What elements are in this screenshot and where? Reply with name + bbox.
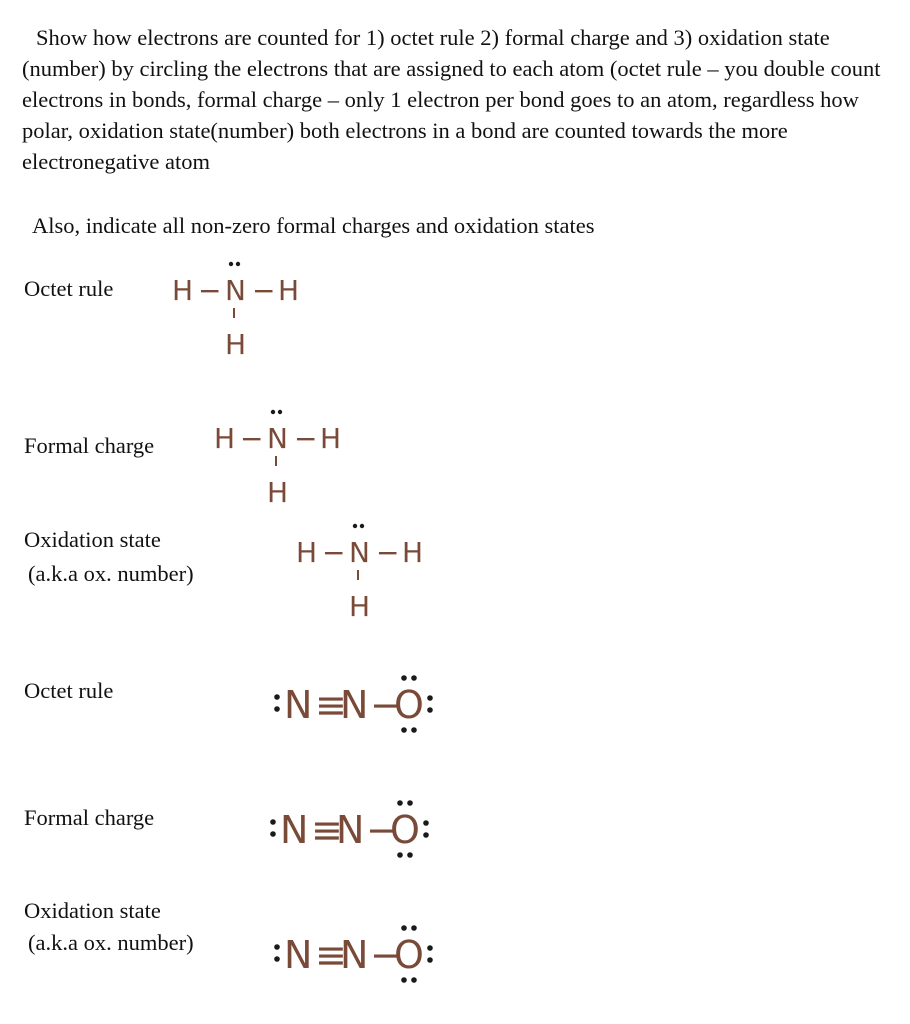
atom-h-bottom: H xyxy=(225,328,247,361)
atom-n-terminal: N xyxy=(284,933,313,977)
atom-h-left: H xyxy=(172,274,194,307)
section-1-label: Octet rule xyxy=(24,276,114,301)
atom-h-bottom: H xyxy=(349,590,371,623)
ammonia-structure-oxidation xyxy=(296,522,436,622)
lone-pair-electron xyxy=(229,262,233,266)
atom-n-terminal: N xyxy=(280,808,309,852)
lone-pair-electron xyxy=(397,800,403,806)
n2o-structure-oxidation xyxy=(270,920,490,990)
ammonia-structure-formal xyxy=(214,408,354,508)
atom-n-central: N xyxy=(340,933,369,977)
lone-pair-electron xyxy=(411,727,417,733)
n2o-structure-formal xyxy=(266,795,486,865)
atom-h-right: H xyxy=(320,422,342,455)
bond-right: − xyxy=(294,422,318,455)
triple-bond: ≡ xyxy=(311,808,343,852)
lone-pair-electron xyxy=(274,694,280,700)
lone-pair-electron xyxy=(411,925,417,931)
atom-n-central: N xyxy=(336,808,365,852)
single-bond: − xyxy=(370,933,402,977)
single-bond: − xyxy=(366,808,398,852)
bond-right: − xyxy=(252,274,276,307)
lone-pair-electron xyxy=(278,410,282,414)
lone-pair-electron xyxy=(397,852,403,858)
atom-n: N xyxy=(267,422,288,455)
lone-pair-electron xyxy=(401,925,407,931)
atom-o: O xyxy=(390,808,420,852)
lone-pair-electron xyxy=(360,524,364,528)
lone-pair-electron xyxy=(271,410,275,414)
lone-pair-electron xyxy=(401,727,407,733)
lone-pair-electron xyxy=(423,820,429,826)
lone-pair-electron xyxy=(411,675,417,681)
lone-pair-electron xyxy=(236,262,240,266)
atom-n: N xyxy=(349,536,370,569)
instructions-text: Show how electrons are counted for 1) octet rule 2) formal charge and 3) oxidation state (number) by circling the electrons that are assigned to each atom (octet rule – you double count electrons in bonds, formal charge – only 1 electron per bond goes to an atom, regardless how polar, oxidation state(number) both electrons in a bond are counted towards the more electronegative atom xyxy=(22,25,881,174)
triple-bond: ≡ xyxy=(315,933,347,977)
atom-o: O xyxy=(394,683,424,727)
lone-pair-electron xyxy=(427,695,433,701)
lone-pair-electron xyxy=(411,977,417,983)
single-bond: − xyxy=(370,683,402,727)
lone-pair-electron xyxy=(270,819,276,825)
lone-pair-electron xyxy=(274,956,280,962)
lone-pair-electron xyxy=(353,524,357,528)
section-6-label: Oxidation state xyxy=(24,898,161,923)
lone-pair-electron xyxy=(427,707,433,713)
lone-pair-electron xyxy=(407,852,413,858)
lone-pair-electron xyxy=(427,957,433,963)
atom-n-terminal: N xyxy=(284,683,313,727)
section-6-sublabel: (a.k.a ox. number) xyxy=(28,930,194,955)
bond-right: − xyxy=(376,536,400,569)
lone-pair-electron xyxy=(270,831,276,837)
lone-pair-electron xyxy=(423,832,429,838)
lone-pair-electron xyxy=(401,977,407,983)
atom-n-central: N xyxy=(340,683,369,727)
section-2-label: Formal charge xyxy=(24,433,155,458)
ammonia-structure-octet xyxy=(172,258,312,361)
lone-pair-electron xyxy=(274,706,280,712)
triple-bond: ≡ xyxy=(315,683,347,727)
n2o-structure-octet xyxy=(270,670,490,740)
section-4-label: Octet rule xyxy=(24,678,114,703)
bond-left: − xyxy=(322,536,346,569)
section-5-label: Formal charge xyxy=(24,805,155,830)
atom-h-right: H xyxy=(402,536,424,569)
section-3-sublabel: (a.k.a ox. number) xyxy=(28,561,194,586)
bond-left: − xyxy=(240,422,264,455)
atom-h-right: H xyxy=(278,274,300,307)
atom-h-bottom: H xyxy=(267,476,289,509)
lone-pair-electron xyxy=(427,945,433,951)
lone-pair-electron xyxy=(407,800,413,806)
atom-n: N xyxy=(225,274,246,307)
atom-h-left: H xyxy=(214,422,236,455)
also-text: Also, indicate all non-zero formal charges and oxidation states xyxy=(32,213,595,238)
lone-pair-electron xyxy=(401,675,407,681)
lone-pair-electron xyxy=(274,944,280,950)
section-3-label: Oxidation state xyxy=(24,527,161,552)
bond-left: − xyxy=(198,274,222,307)
atom-o: O xyxy=(394,933,424,977)
atom-h-left: H xyxy=(296,536,318,569)
